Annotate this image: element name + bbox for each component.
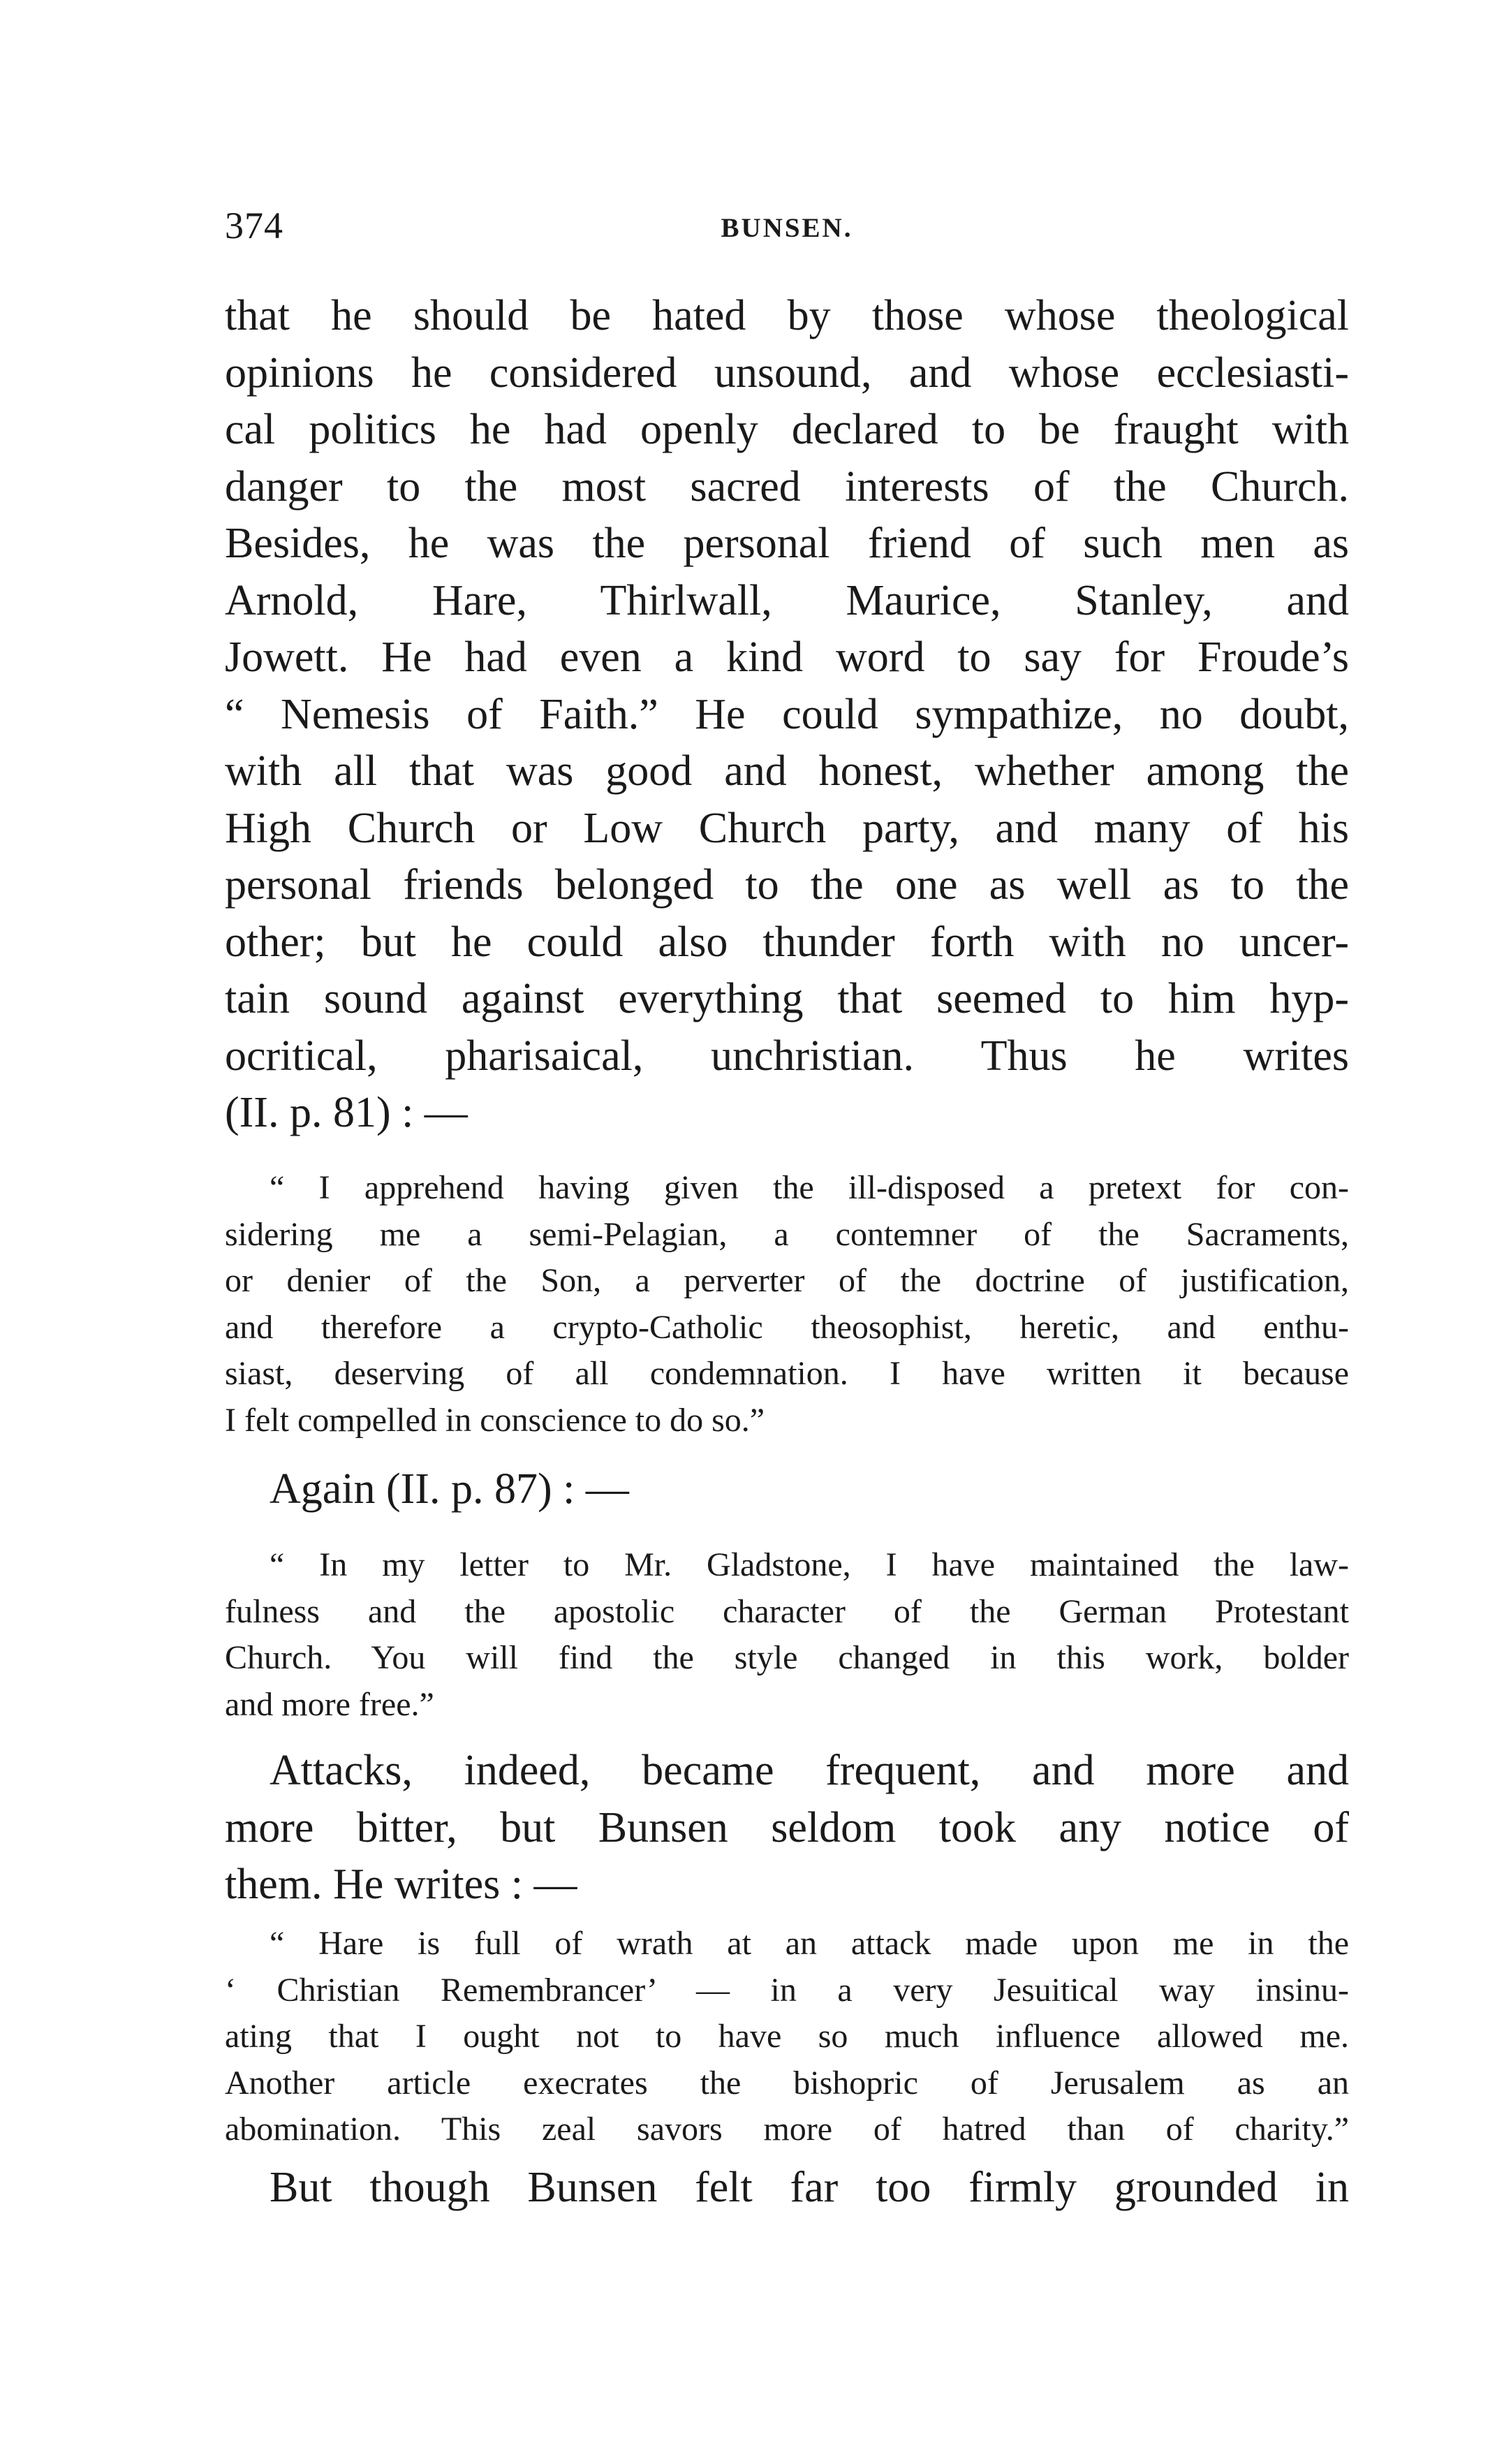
text-line: Besides, he was the personal friend of such men as	[225, 520, 1349, 567]
text-line: abomination. This zeal savors more of hatred than of charity.”	[225, 2111, 1349, 2148]
block-quote-2	[225, 1542, 1349, 1728]
text-line: But though Bunsen felt far too firmly grounded in	[270, 2164, 1349, 2211]
text-line: Attacks, indeed, became frequent, and more and	[270, 1747, 1349, 1794]
text-line: other; but he could also thunder forth with no uncer-	[225, 918, 1349, 966]
text-line: and therefore a crypto-Catholic theosophist, heretic, and enthu-	[225, 1308, 1349, 1346]
text-line: “ Hare is full of wrath at an attack made upon me in the	[270, 1925, 1349, 1962]
body-paragraph-3	[225, 1743, 1349, 1914]
text-line: fulness and the apostolic character of the German Protestant	[225, 1592, 1349, 1630]
body-paragraph-4	[225, 2159, 1349, 2217]
text-line: opinions he considered unsound, and whose ecclesiasti-	[225, 349, 1349, 397]
text-line: that he should be hated by those whose theological	[225, 292, 1349, 339]
text-line: or denier of the Son, a perverter of the doctrine of justification,	[225, 1262, 1349, 1299]
text-line: sidering me a semi-Pelagian, a contemner of the Sacraments,	[225, 1215, 1349, 1253]
block-quote-1	[225, 1165, 1349, 1444]
text-line: Church. You will find the style changed in this work, bolder	[225, 1639, 1349, 1676]
text-line: siast, deserving of all condemnation. I have written it because	[225, 1355, 1349, 1392]
text-line: tain sound against everything that seemed to him hyp-	[225, 975, 1349, 1022]
body-paragraph-2	[225, 1461, 1349, 1518]
text-line: danger to the most sacred interests of the Church.	[225, 462, 1349, 511]
text-line: ocritical, pharisaical, unchristian. Thus he writes	[225, 1032, 1349, 1080]
text-line: with all that was good and honest, whether among the	[225, 747, 1349, 795]
text-line: ating that I ought not to have so much influence allowed me.	[225, 2018, 1349, 2055]
text-line: and more free.”	[225, 1685, 434, 1723]
text-line: Again (II. p. 87) : —	[270, 1465, 629, 1513]
text-line: ‘ Christian Remembrancer’ — in a very Jesuitical way insinu-	[225, 1971, 1349, 2009]
running-head	[225, 201, 1349, 250]
text-line: Another article execrates the bishopric of Jerusalem as an	[225, 2064, 1349, 2102]
text-line: cal politics he had openly declared to be fraught with	[225, 406, 1349, 453]
text-line: “ In my letter to Mr. Gladstone, I have maintained the law-	[270, 1546, 1349, 1583]
text-line: them. He writes : —	[225, 1861, 577, 1908]
block-quote-3	[225, 1921, 1349, 2153]
page-number: 374	[225, 205, 283, 247]
text-line: personal friends belonged to the one as well as to the	[225, 861, 1349, 909]
text-line: “ Nemesis of Faith.” He could sympathize, no doubt,	[225, 690, 1349, 738]
body-paragraph-1	[225, 288, 1349, 1142]
running-title: BUNSEN.	[721, 213, 853, 243]
text-line: Jowett. He had even a kind word to say for Froude’s	[225, 633, 1349, 681]
text-line: (II. p. 81) : —	[225, 1089, 468, 1136]
text-line: Arnold, Hare, Thirlwall, Maurice, Stanley, and	[225, 576, 1349, 624]
text-line: High Church or Low Church party, and many of his	[225, 804, 1349, 852]
text-line: more bitter, but Bunsen seldom took any notice of	[225, 1803, 1349, 1851]
text-line: “ I apprehend having given the ill-disposed a pretext for con-	[270, 1169, 1349, 1206]
text-line: I felt compelled in conscience to do so.”	[225, 1401, 765, 1439]
